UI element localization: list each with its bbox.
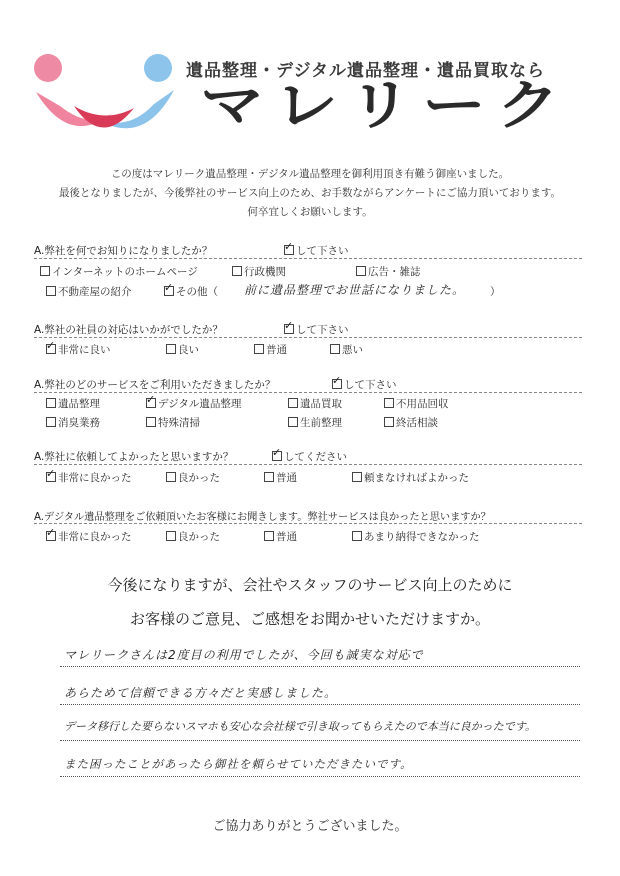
q1-hint-text: して下さい: [296, 245, 349, 257]
q3-option[interactable]: [146, 396, 241, 411]
q3-option[interactable]: [288, 415, 342, 430]
brand-logo: [30, 52, 180, 144]
intro-text: [0, 165, 620, 222]
q1-option-label: 不動産屋の紹介: [58, 286, 132, 298]
checkbox-icon[interactable]: [166, 531, 176, 541]
checkbox-icon[interactable]: [166, 472, 176, 482]
q3-option-label: 生前整理: [300, 417, 342, 429]
q3-divider: [34, 392, 582, 393]
checkbox-icon[interactable]: [384, 417, 394, 427]
q1-option[interactable]: [40, 264, 198, 279]
q2-option-label: 普通: [266, 344, 287, 356]
q1-question: A.弊社を何でお知りになりましたか？: [34, 245, 213, 257]
feedback-line[interactable]: あらためて信頼できる方々だと実感しました。: [64, 686, 338, 700]
q4-option[interactable]: [264, 470, 297, 485]
checkbox-icon[interactable]: [288, 398, 298, 408]
checkbox-icon[interactable]: [166, 344, 176, 354]
checkbox-icon[interactable]: [254, 344, 264, 354]
feedback-prompt-2: お客様のご意見、ご感想をお聞かせいただけますか。: [129, 610, 490, 628]
q2-divider: [34, 337, 582, 338]
q4-option-label: 頼まなければよかった: [364, 472, 469, 484]
feedback-line[interactable]: また困ったことがあったら御社を頼らせていただきたいです。: [64, 757, 413, 771]
closing-text: ご協力ありがとうございました。: [212, 819, 408, 834]
feedback-rule: [60, 704, 580, 705]
checkbox-checked-icon[interactable]: [164, 286, 174, 296]
q3-option-label: 遺品整理: [58, 398, 100, 410]
brand-name: マレリーク: [200, 74, 570, 138]
checkbox-checked-icon[interactable]: [46, 531, 56, 541]
q5-question: A.デジタル遺品整理をご依頼頂いたお客様にお聞きします。弊社サービスは良かったと思いますか？: [34, 512, 491, 523]
tagline: 遺品整理・デジタル遺品整理・遺品買取なら: [186, 61, 545, 81]
q2-hint-text: して下さい: [296, 324, 349, 336]
checkbox-icon[interactable]: [146, 417, 156, 427]
checkbox-icon[interactable]: [288, 417, 298, 427]
q3-hint-text: して下さい: [344, 379, 397, 391]
q1-option-label: 広告・雑誌: [368, 266, 421, 278]
feedback-rule: [60, 740, 580, 741]
q5-option-label: 普通: [276, 531, 297, 543]
checkbox-icon[interactable]: [46, 398, 56, 408]
q3-option[interactable]: [384, 396, 449, 411]
q5-option[interactable]: [352, 529, 480, 544]
q4-option-label: 非常に良かった: [58, 472, 132, 484]
q3-option[interactable]: [46, 396, 100, 411]
q5-option[interactable]: [264, 529, 297, 544]
q3-option[interactable]: [384, 415, 438, 430]
checkbox-icon[interactable]: [264, 472, 274, 482]
checkbox-icon[interactable]: [46, 417, 56, 427]
q5-option-label: 良かった: [178, 531, 220, 543]
q1-option[interactable]: [356, 264, 421, 279]
q3-option-label: 特殊清掃: [158, 417, 200, 429]
q4-option[interactable]: [352, 470, 469, 485]
q2-option-label: 悪い: [342, 344, 363, 356]
q1-option-label: その他: [176, 286, 208, 298]
q3-option-label: デジタル遺品整理: [158, 398, 242, 410]
feedback-line[interactable]: マレリークさんは2度目の利用でしたが、今回も誠実な対応で: [64, 648, 424, 662]
q2-option[interactable]: [254, 342, 287, 357]
hint-checkbox-icon: [284, 324, 294, 334]
q3-question: A.弊社のどのサービスをご利用いただきましたか？: [34, 379, 276, 391]
feedback-rule: [60, 776, 580, 777]
q1-option-label: 行政機関: [244, 266, 286, 278]
q5-option-label: 非常に良かった: [58, 531, 132, 543]
q3-option-label: 終活相談: [396, 417, 438, 429]
q4-question: A.弊社に依頼してよかったと思いますか？: [34, 451, 234, 463]
q4-option-label: 普通: [276, 472, 297, 484]
checkbox-icon[interactable]: [384, 398, 394, 408]
logo-left-dot: [34, 54, 62, 82]
intro-line: 最後となりましたが、今後弊社のサービス向上のため、お手数ながらアンケートにご協力頂いております。: [58, 187, 562, 199]
feedback-prompt-1: 今後になりますが、会社やスタッフのサービス向上のために: [107, 576, 513, 594]
q3-option[interactable]: [288, 396, 342, 411]
q3-option-label: 遺品買取: [300, 398, 342, 410]
q4-hint: [272, 449, 347, 464]
q1-option[interactable]: [232, 264, 286, 279]
checkbox-checked-icon[interactable]: [146, 398, 156, 408]
q4-hint-text: してください: [284, 451, 347, 463]
q3-option[interactable]: [146, 415, 200, 430]
q1-other-text[interactable]: 前に遺品整理でお世話になりました。: [244, 283, 466, 297]
q3-hint: [332, 377, 397, 392]
q4-option[interactable]: [46, 470, 132, 485]
q4-divider: [34, 464, 582, 465]
q1-option[interactable]: [164, 284, 218, 299]
logo-right-dot: [144, 54, 172, 82]
intro-line: 何卒宜しくお願いします。: [247, 206, 373, 218]
q5-divider: [34, 523, 582, 524]
q2-option[interactable]: [46, 342, 111, 357]
q1-option-label: インターネットのホームページ: [52, 266, 198, 278]
q2-option-label: 良い: [178, 344, 199, 356]
q3-option[interactable]: [46, 415, 100, 430]
q1-other-open: （: [207, 286, 218, 298]
checkbox-icon[interactable]: [352, 472, 362, 482]
q3-option-label: 消臭業務: [58, 417, 100, 429]
hint-checkbox-icon: [332, 379, 342, 389]
q4-option[interactable]: [166, 470, 220, 485]
q1-option[interactable]: [46, 284, 132, 299]
checkbox-icon[interactable]: [264, 531, 274, 541]
checkbox-icon[interactable]: [356, 266, 366, 276]
checkbox-icon[interactable]: [232, 266, 242, 276]
q2-option[interactable]: [166, 342, 199, 357]
q2-hint: [284, 322, 349, 337]
hint-checkbox-icon: [284, 245, 294, 255]
q5-option[interactable]: [46, 529, 132, 544]
q2-question: A.弊社の社員の対応はいかがでしたか？: [34, 324, 223, 336]
hint-checkbox-icon: [272, 451, 282, 461]
intro-line: この度はマレリーク遺品整理・デジタル遺品整理を御利用頂き有難う御座いました。: [110, 168, 510, 180]
q3-option-label: 不用品回収: [396, 398, 449, 410]
checkbox-icon[interactable]: [330, 344, 340, 354]
q4-option-label: 良かった: [178, 472, 220, 484]
q2-option[interactable]: [330, 342, 363, 357]
q1-divider: [34, 258, 582, 259]
feedback-line[interactable]: データ移行した要らないスマホも安心な会社様で引き取ってもらえたので本当に良かったです。: [64, 720, 536, 733]
checkbox-checked-icon[interactable]: [46, 472, 56, 482]
q1-hint: [284, 243, 349, 258]
checkbox-checked-icon[interactable]: [46, 344, 56, 354]
checkbox-icon[interactable]: [40, 266, 50, 276]
q5-option-label: あまり納得できなかった: [364, 531, 480, 543]
q1-other-close: ）: [490, 286, 501, 298]
checkbox-icon[interactable]: [46, 286, 56, 296]
feedback-rule: [60, 666, 580, 667]
checkbox-icon[interactable]: [352, 531, 362, 541]
q5-option[interactable]: [166, 529, 220, 544]
q2-option-label: 非常に良い: [58, 344, 111, 356]
